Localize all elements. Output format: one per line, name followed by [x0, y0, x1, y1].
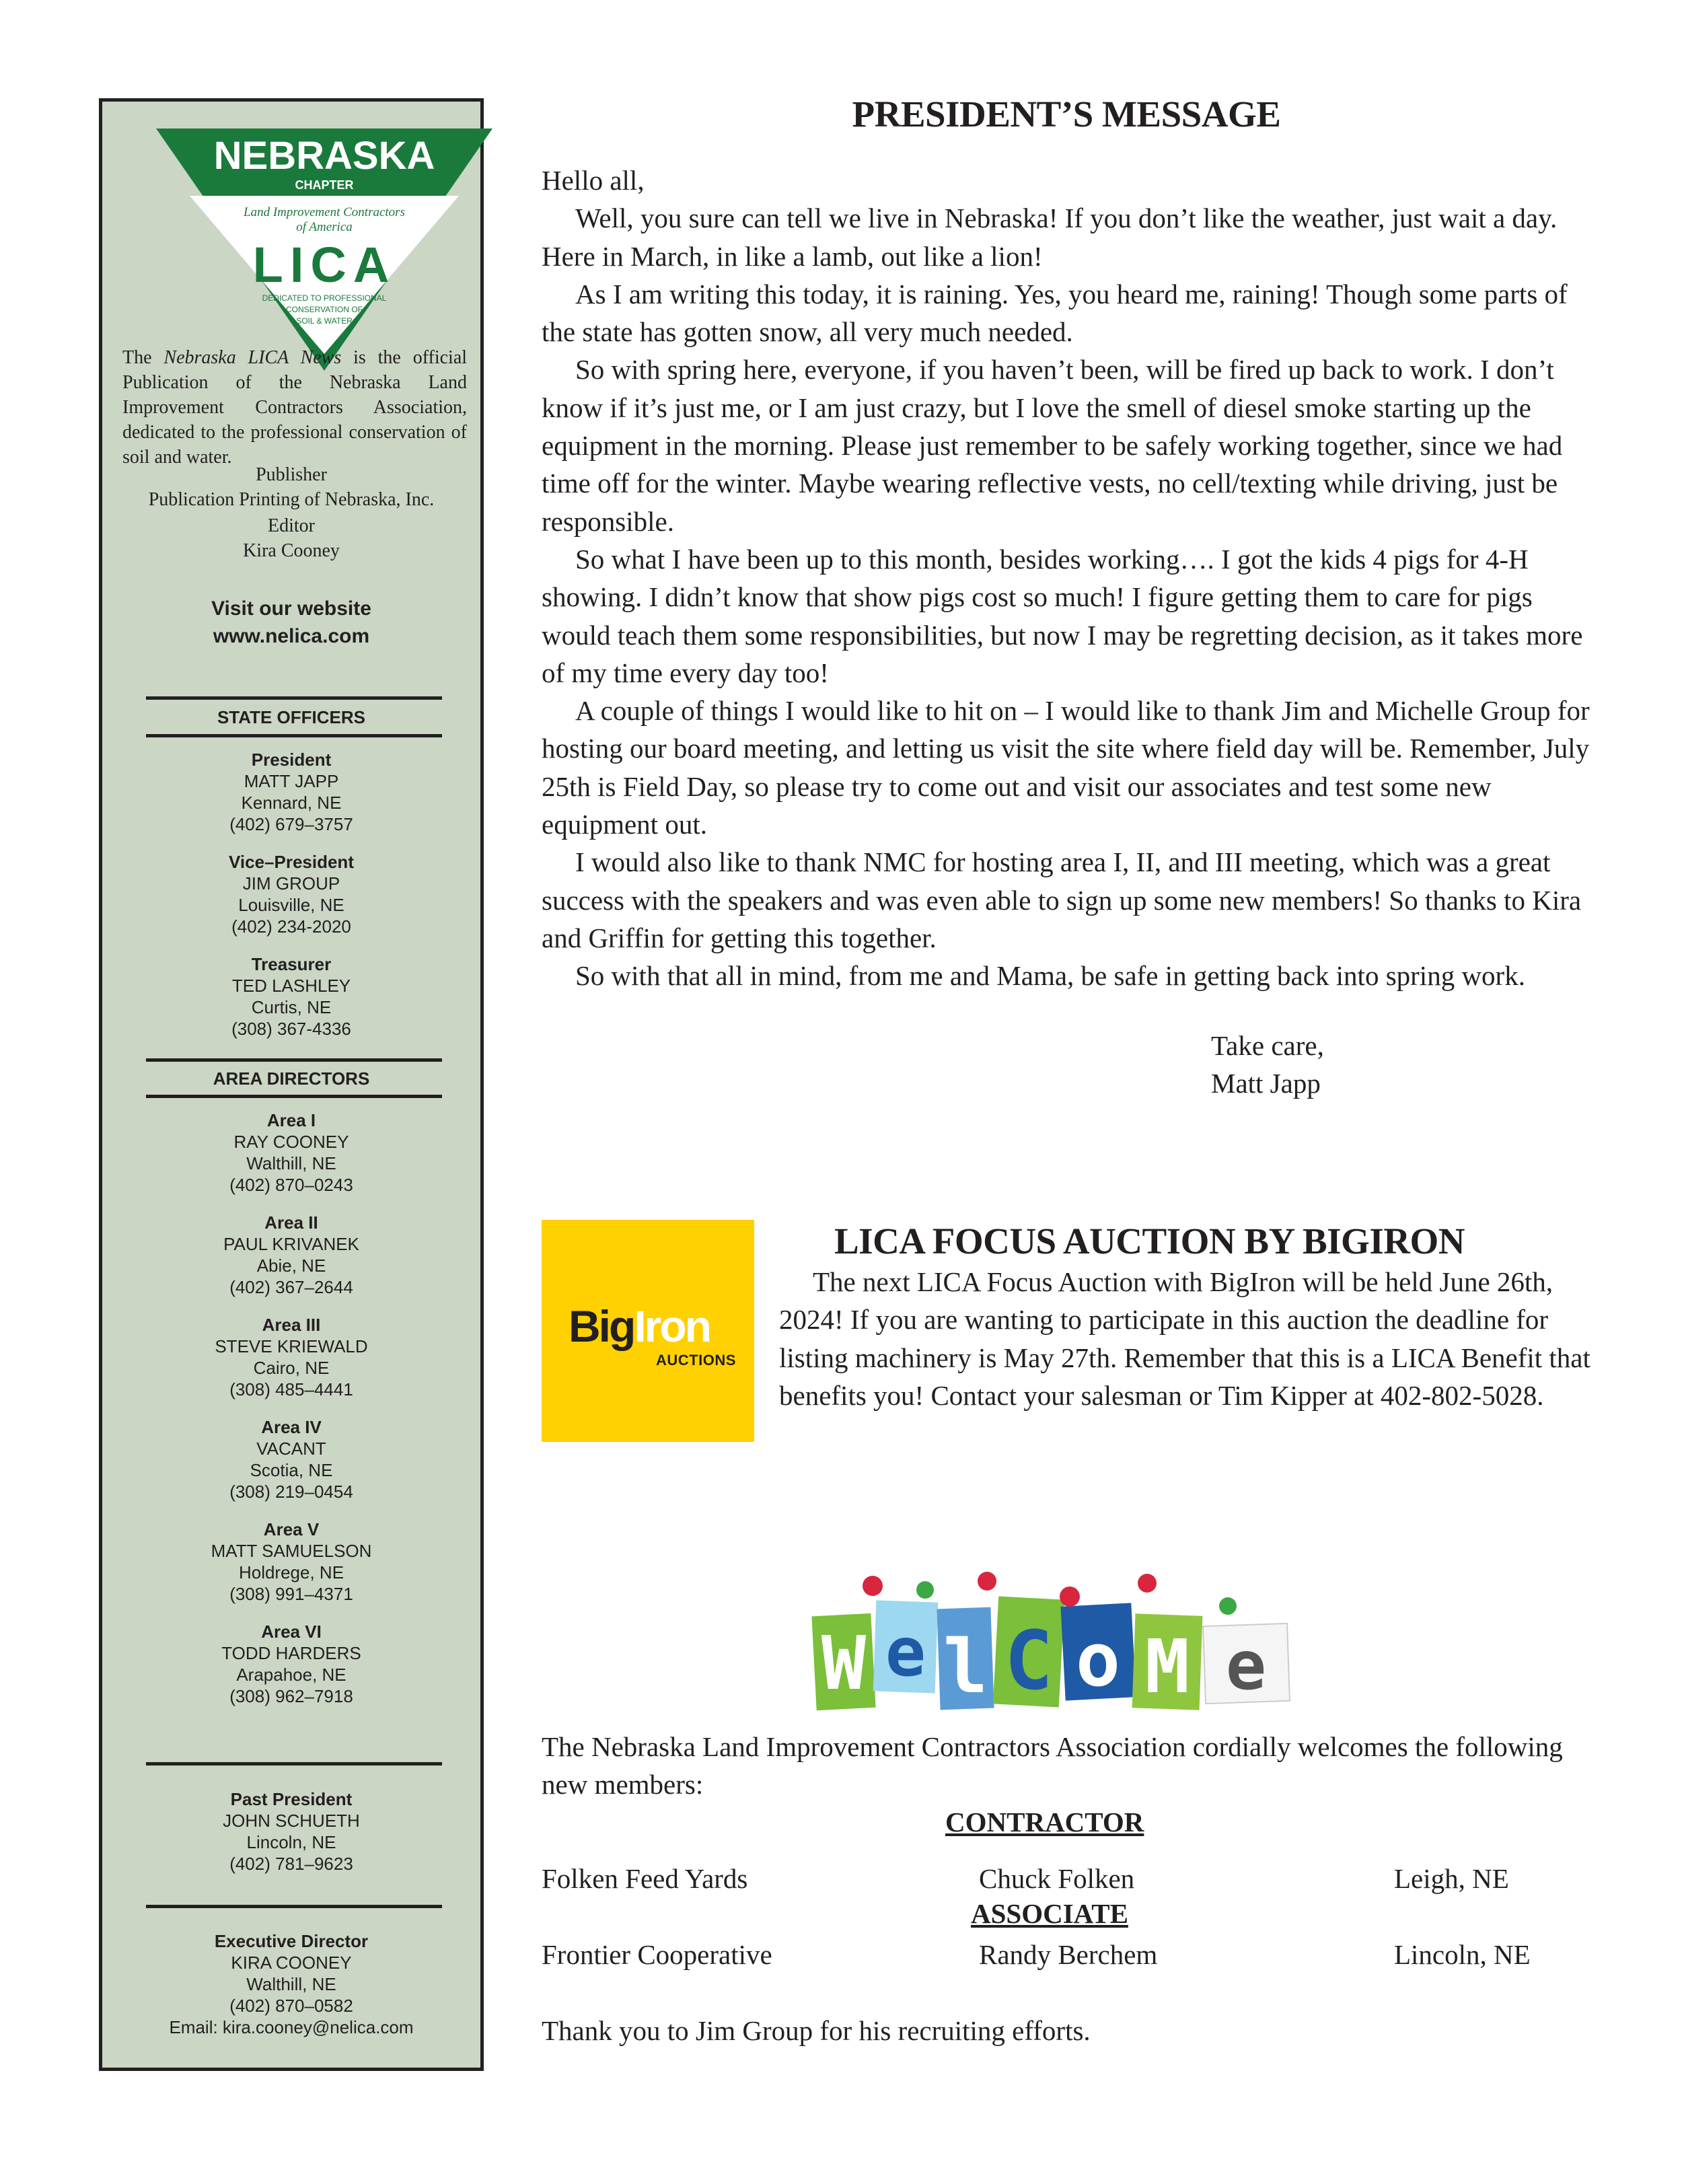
- paragraph: A couple of things I would like to hit on – I would like to thank Jim and Michelle Group for hosting our board meeting, and letting us visit the site where field day will be. Remember, July 25th is Field Day, so please try to come out and visit our associates and test some new equipment out.: [542, 695, 1590, 840]
- welcome-intro: The Nebraska Land Improvement Contractors Association cordially welcomes the following new members:: [542, 1731, 1563, 1800]
- logo-auctions-text: AUCTIONS: [656, 1352, 736, 1369]
- svg-text:CONSERVATION OF: CONSERVATION OF: [285, 305, 363, 314]
- presidents-message-title: PRESIDENT’S MESSAGE: [852, 94, 1281, 135]
- member-city: Lincoln, NE: [1394, 1939, 1531, 1970]
- paragraph: As I am writing this today, it is raining. Yes, you heard me, raining! Though some parts of the state has gotten snow, all very much needed.: [542, 278, 1568, 348]
- svg-text:CHAPTER: CHAPTER: [295, 178, 354, 192]
- svg-text:e: e: [1225, 1626, 1267, 1705]
- thanks-note: Thank you to Jim Group for his recruiting efforts.: [542, 2015, 1091, 2046]
- svg-text:of America: of America: [296, 220, 353, 234]
- presidents-message-body: [542, 161, 1605, 995]
- publication-statement: The Nebraska LICA News is the official Publication of the Nebraska Land Improvement Contractors Association, dedicated to the professional conservation of soil and water.: [122, 347, 468, 468]
- website-link[interactable]: www.nelica.com: [213, 625, 370, 647]
- svg-text:Land Improvement Contractors: Land Improvement Contractors: [244, 205, 405, 219]
- logo-nebraska-text: NEBRASKA: [213, 134, 435, 178]
- bigiron-auctions-logo: [542, 1220, 754, 1442]
- member-contact: Randy Berchem: [979, 1939, 1158, 1970]
- closing: Take care,: [1211, 1030, 1324, 1061]
- auction-body: [779, 1263, 1607, 1414]
- svg-text:SOIL & WATER: SOIL & WATER: [296, 316, 353, 326]
- publication-name: Nebraska LICA News: [163, 347, 342, 368]
- officer-treasurer: Treasurer TED LASHLEY Curtis, NE (308) 367-4336: [231, 954, 351, 1039]
- area-director-4: Area IV VACANT Scotia, NE (308) 219–0454: [229, 1417, 353, 1502]
- nebraska-lica-logo: [149, 122, 499, 377]
- paragraph: So with spring here, everyone, if you haven’t been, will be fired up back to work. I don’t know if it’s just me, or I am just crazy, but I love the smell of diesel smoke starting up the equipment in the morning. Please just remember to be safely working together, since we had time off for the winter. Maybe wearing reflective vests, no cell/texting while driving, just be responsible.: [542, 354, 1563, 537]
- divider: [146, 734, 442, 737]
- editor-label: Editor: [268, 515, 315, 536]
- divider: [146, 1762, 442, 1766]
- masthead-sidebar: [99, 98, 484, 2071]
- publisher-name: Publication Printing of Nebraska, Inc.: [148, 489, 435, 510]
- member-city: Leigh, NE: [1394, 1863, 1509, 1894]
- svg-text:C: C: [1004, 1615, 1054, 1708]
- auction-paragraph: The next LICA Focus Auction with BigIron will be held June 26th, 2024! If you are wanting to participate in this auction the deadline for listing machinery is May 27th. Remember that this is a LICA Benefit that benefits you! Contact your salesman or Tim Kipper at 402-802-5028.: [779, 1266, 1590, 1411]
- member-company: Frontier Cooperative: [542, 1939, 772, 1970]
- area-director-3: Area III STEVE KRIEWALD Cairo, NE (308) 485–4441: [215, 1315, 368, 1399]
- area-director-1: Area I RAY COONEY Walthill, NE (402) 870–0243: [229, 1110, 353, 1195]
- executive-director: Executive Director KIRA COONEY Walthill, NE (402) 870–0582 Email: kira.cooney@nelica.com: [102, 1930, 480, 2038]
- paragraph: So what I have been up to this month, besides working…. I got the kids 4 pigs for 4-H showing. I didn’t know that show pigs cost so much! I figure getting them to care for pigs would teach them some responsibilities, but now I may be regretting decision, as it takes more of my time every day too!: [542, 543, 1583, 688]
- category-heading-associate: ASSOCIATE: [971, 1898, 1128, 1929]
- logo-big-text: Big: [569, 1301, 634, 1351]
- divider: [146, 1095, 442, 1098]
- svg-text:M: M: [1144, 1624, 1190, 1710]
- divider: [146, 1058, 442, 1062]
- welcome-banner-art: [811, 1558, 1302, 1719]
- area-director-2: Area II PAUL KRIVANEK Abie, NE (402) 367–2644: [223, 1212, 359, 1297]
- paragraph: Well, you sure can tell we live in Nebraska! If you don’t like the weather, just wait a day. Here in March, in like a lamb, out like a lion!: [542, 203, 1558, 272]
- divider: [146, 696, 442, 700]
- auction-title: LICA FOCUS AUCTION BY BIGIRON: [834, 1221, 1465, 1262]
- paragraph: So with that all in mind, from me and Mama, be safe in getting back into spring work.: [575, 960, 1525, 992]
- state-officers-heading: STATE OFFICERS: [217, 707, 366, 727]
- signoff: [1211, 1027, 1324, 1103]
- divider: [146, 1905, 442, 1908]
- svg-text:DEDICATED TO PROFESSIONAL: DEDICATED TO PROFESSIONAL: [262, 293, 387, 303]
- signature: Matt Japp: [1211, 1068, 1321, 1099]
- website-label: Visit our website: [211, 597, 371, 620]
- svg-text:o: o: [1075, 1617, 1121, 1703]
- executive-director-email[interactable]: Email: kira.cooney@nelica.com: [169, 2017, 414, 2037]
- paragraph: I would also like to thank NMC for hosting area I, II, and III meeting, which was a great success with the speakers and was even able to sign up some new members! So thanks to Kira and Griffin for getting this together.: [542, 846, 1582, 953]
- past-president: Past President JOHN SCHUETH Lincoln, NE (402) 781–9623: [223, 1789, 360, 1874]
- area-directors-heading: AREA DIRECTORS: [213, 1068, 370, 1089]
- area-director-6: Area VI TODD HARDERS Arapahoe, NE (308) 962–7918: [221, 1622, 361, 1706]
- greeting: Hello all,: [542, 165, 645, 196]
- svg-text:W: W: [821, 1620, 867, 1706]
- svg-text:e: e: [885, 1613, 926, 1691]
- officer-vice-president: Vice–President JIM GROUP Louisville, NE (402) 234-2020: [229, 852, 354, 937]
- logo-iron-text: Iron: [634, 1301, 710, 1351]
- member-company: Folken Feed Yards: [542, 1863, 748, 1894]
- area-director-5: Area V MATT SAMUELSON Holdrege, NE (308) 991–4371: [211, 1519, 372, 1604]
- publisher-label: Publisher: [256, 464, 327, 485]
- editor-name: Kira Cooney: [243, 540, 340, 561]
- member-contact: Chuck Folken: [979, 1863, 1135, 1894]
- category-heading-contractor: CONTRACTOR: [945, 1807, 1144, 1837]
- officer-president: President MATT JAPP Kennard, NE (402) 679–3757: [229, 750, 353, 834]
- svg-text:l: l: [943, 1624, 988, 1710]
- svg-text:LICA: LICA: [252, 237, 396, 293]
